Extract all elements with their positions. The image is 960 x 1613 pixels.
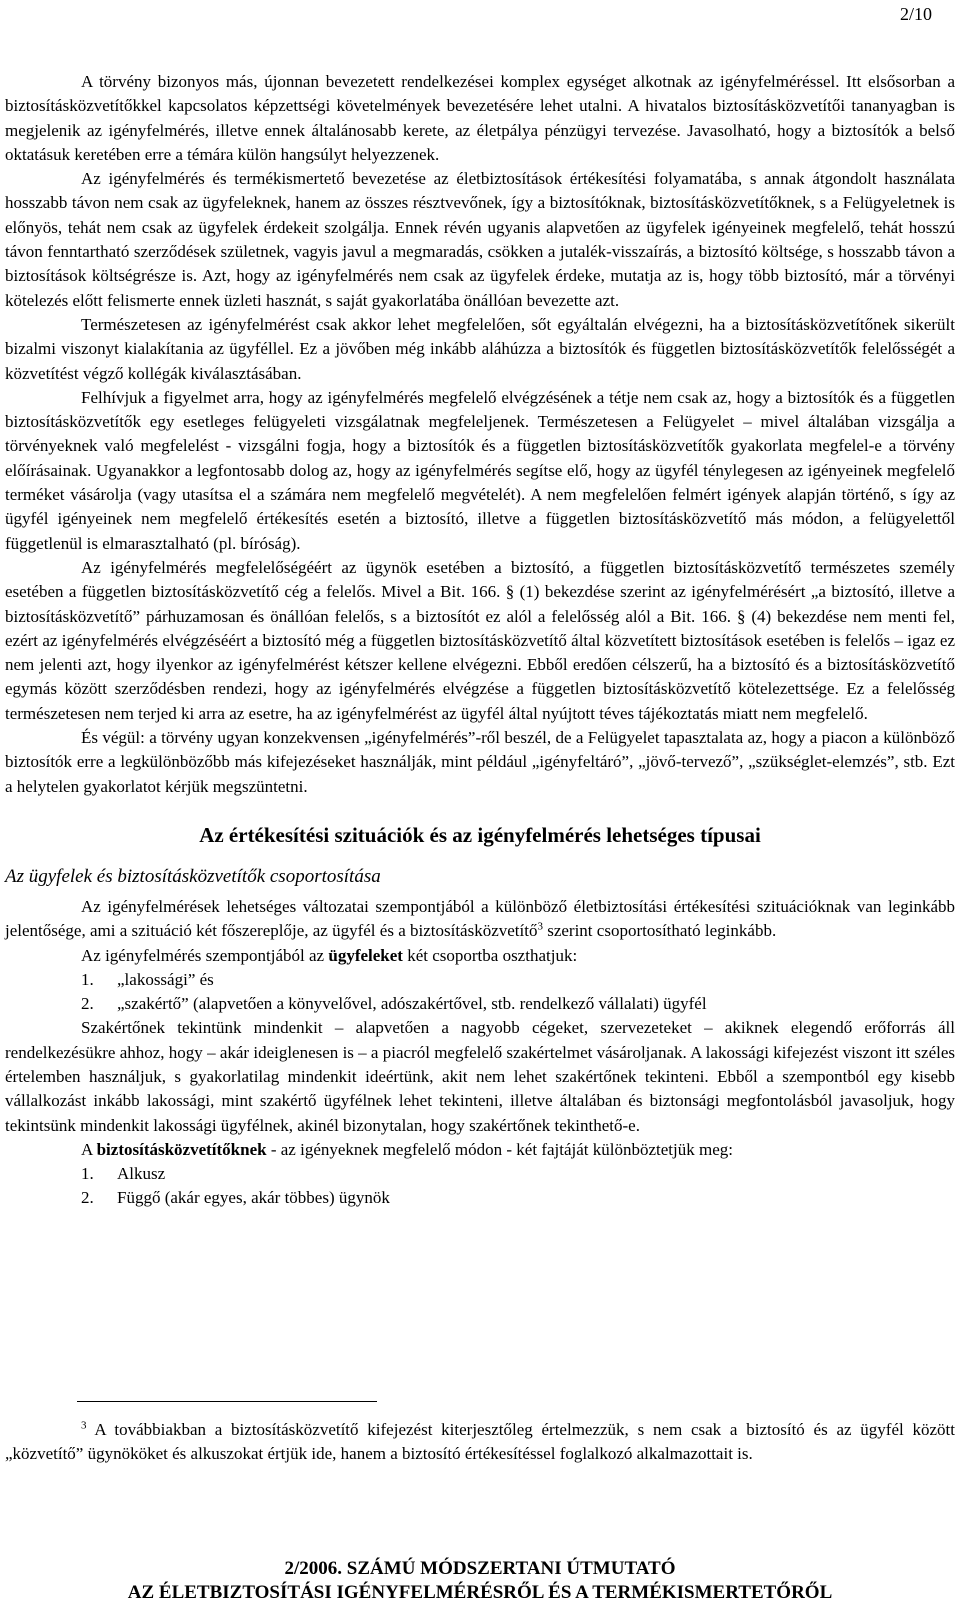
- page-number: 2/10: [899, 4, 932, 24]
- paragraph-responsibility: Az igényfelmérés megfelelőségéért az ügynök esetében a biztosító, a független biztosításközvetítő természetes személy esetében a független biztosításközvetítő cég a felelős. Mivel a Bit. 166. § (1) bekezdése szerint az igényfelmérésért „a biztosító, illetve a biztosításközvetítő” párhuzamosan és önállóan felelős, s a biztosítót ez alól a felelősség alól a Bit. 166. § (4) bekezdése nem menti fel, ezért az igényfelmérés elvégzéséért a biztosító még a független biztosításközvetítő által közvetített biztosítások esetében is felelős – igaz ez nem jelenti azt, hogy ilyenkor az igényfelmérést kétszer kellene elvégezni. Ebből eredően célszerű, ha a biztosító és a biztosításközvetítő egymás között szerződésben rendezi, hogy az igényfelmérés elvégzése a független biztosításközvetítő kötelezettsége. Ez a felelősség természetesen nem terjed ki arra az esetre, ha az igényfelmérést az ügyfél által nyújtott téves tájékoztatás miatt nem megfelelő.: [5, 557, 955, 723]
- paragraph-law-provisions: A törvény bizonyos más, újonnan bevezetett rendelkezései komplex egységet alkotnak az igényfelméréssel. Itt elsősorban a biztosításközvetítőkkel kapcsolatos képzettségi követelmények bevezetésére lehet utalni. A hivatalos biztosításközvetítői tananyagban is megjelenik az igényfelmérés, illetve ennek általánosabb kerete, az életpálya pénzügyi tervezése. Javasolható, hogy a biztosítók a belső oktatásuk keretében erre a témára külön hangsúlyt helyezzenek.: [5, 72, 955, 164]
- list-item: [5, 992, 955, 1016]
- footer-line-1: 2/2006. SZÁMÚ MÓDSZERTANI ÚTMUTATÓ: [284, 1558, 676, 1579]
- list-text: Függő (akár egyes, akár többes) ügynök: [117, 1188, 390, 1208]
- list-item: [5, 1162, 955, 1186]
- page-footer: [0, 1557, 960, 1605]
- paragraph-intro: [5, 895, 955, 944]
- list-item: [5, 1186, 955, 1210]
- list-item: [5, 968, 955, 992]
- lead-text-end: két csoportba oszthatjuk:: [402, 945, 578, 965]
- footnote-body: A továbbiakban a biztosításközvetítő kifejezést kiterjesztőleg értelmezzük, s nem csak a biztosító és az ügyfél között „közvetítő” ügynököket és alkuszokat értjük ide, hanem a biztosító értékesítéssel foglalkozó alkalmazottait is.: [5, 1420, 955, 1464]
- list-text: „szakértő” (alapvetően a könyvelővel, adószakértővel, stb. rendelkező vállalati) ügyfél: [117, 994, 707, 1014]
- footnote-ref: 3: [537, 920, 543, 933]
- footnote: [5, 1418, 955, 1467]
- client-groups-list: [5, 968, 955, 1017]
- footnote-text: [5, 1418, 955, 1467]
- paragraph-trust: Természetesen az igényfelmérést csak akkor lehet megfelelően, sőt egyáltalán elvégezni, ha a biztosításközvetítőnek sikerült bizalmi viszonyt kialakítania az ügyféllel. Ez a jövőben még inkább aláhúzza a biztosítók és független biztosításközvetítők felelősségét a közvetítést végző kollégák kiválasztásában.: [5, 314, 955, 383]
- paragraph-expert: Szakértőnek tekintünk mindenkit – alapvetően a nagyobb cégeket, szervezeteket – akiknek elegendő erőforrás áll rendelkezésükre ahhoz, hogy – akár ideiglenesen is – a piacról megfelelő szakértelmet vásároljanak. A lakossági kifejezést viszont itt széles értelemben használjuk, s gyakorlatilag mindenkit ideértünk, akit nem lehet szakértőnek tekinteni. Ebből a szempontból egy kisebb vállalkozást inkább lakossági, mint szakértő ügyfélnek lehet tekinteni, illetve általában és biztonsági megfontolásból javasoljuk, hogy tekintsünk mindenkit lakossági ügyfélnek, akinél bizonytalan, hogy szakértőnek tekinthető-e.: [5, 1018, 955, 1135]
- lead-text-end: - az igényeknek megfelelő módon - két fajtáját különböztetjük meg:: [266, 1139, 733, 1159]
- footnote-separator: [77, 1401, 377, 1402]
- footnote-mark: 3: [81, 1419, 87, 1432]
- lead-text: A: [81, 1139, 97, 1159]
- lead-bold: biztosításközvetítőknek: [96, 1139, 267, 1159]
- document-body: [5, 70, 955, 1211]
- list-number: 1.: [81, 1164, 94, 1184]
- list-text: „lakossági” és: [117, 969, 214, 989]
- lead-bold: ügyfeleket: [328, 945, 403, 965]
- lead-text: Az igényfelmérés szempontjából az: [81, 945, 329, 965]
- footer-line-2: AZ ÉLETBIZTOSÍTÁSI IGÉNYFELMÉRÉSRŐL ÉS A TERMÉKISMERTETŐRŐL: [127, 1582, 833, 1603]
- subsection-heading: Az ügyfelek és biztosításközvetítők csoportosítása: [5, 865, 381, 887]
- list-number: 2.: [81, 994, 94, 1014]
- intro-text: Az igényfelmérések lehetséges változatai szempontjából a különböző életbiztosítási értékesítési szituációknak van leginkább jelentősége, ami a szituáció két főszereplője, az ügyfél és a biztosításközvetítő: [5, 896, 955, 941]
- paragraph-benefits: Az igényfelmérés és termékismertető bevezetése az életbiztosítások értékesítési folyamatába, s annak átgondolt használata hosszabb távon nem csak az ügyfeleknek, hanem az összes résztvevőnek, így a biztosítóknak, biztosításközvetítőknek, s a Felügyeletnek is előnyös, tehát nem csak az ügyfelek érdekeit szolgálja. Ennek révén ugyanis alapvetően az ügyfelek igényeinek megfelelő, tehát hosszú távon fenntartható szerződések születnek, vagyis javul a megmaradás, csökken a jutalék-visszaírás, a biztosító költsége, s hosszabb távon a biztosítások költségrésze is. Azt, hogy az igényfelmérés nem csak az ügyfelek érdeke, mutatja az is, hogy több biztosító, már a törvényi kötelezés előtt felismerte ennek üzleti hasznát, s saját gyakorlatába önállóan bevezette azt.: [5, 169, 955, 310]
- section-heading: Az értékesítési szituációk és az igényfelmérés lehetséges típusai: [199, 822, 761, 847]
- paragraph-intermediary-lead: [5, 1138, 955, 1162]
- intermediary-list: [5, 1162, 955, 1211]
- list-number: 2.: [81, 1188, 94, 1208]
- paragraph-attention: Felhívjuk a figyelmet arra, hogy az igényfelmérés megfelelő elvégzésének a tétje nem csak az, hogy a biztosítók és a független biztosításközvetítők egy esetleges felügyeleti vizsgálatnak megfeleljenek. Természetesen a Felügyelet – mivel általában vizsgálja a törvényeknek való megfelelést - vizsgálni fogja, hogy a biztosítók és a független biztosításközvetítők gyakorlata megfelel-e a törvény előírásainak. Ugyanakkor a legfontosabb dolog az, hogy az igényfelmérés segítse elő, hogy az ügyfél ténylegesen az igényeinek megfelelő terméket vásárolja (vagy utasítsa el a számára nem megfelelő megvételét). A nem megfelelően felmért igények alapján történő, s így az ügyfél igényeinek nem megfelelő értékesítés esetén a biztosító, illetve a független biztosításközvetítő más módon, a felügyelettől függetlenül is elmarasztalható (pl. bíróság).: [5, 387, 955, 553]
- list-number: 1.: [81, 969, 94, 989]
- list-text: Alkusz: [117, 1164, 166, 1184]
- paragraph-terminology: És végül: a törvény ugyan konzekvensen „igényfelmérés”-ről beszél, de a Felügyelet tapasztalata az, hogy a piacon a különböző biztosítók erre a legkülönbözőbb más kifejezéseket használják, mint például „igényfeltáró”, „jövő-tervező”, „szükséglet-elemzés”, stb. Ezt a helytelen gyakorlatot kérjük megszüntetni.: [5, 728, 955, 796]
- paragraph-client-groups-lead: [5, 944, 955, 968]
- intro-text-end: szerint csoportosítható leginkább.: [547, 921, 777, 941]
